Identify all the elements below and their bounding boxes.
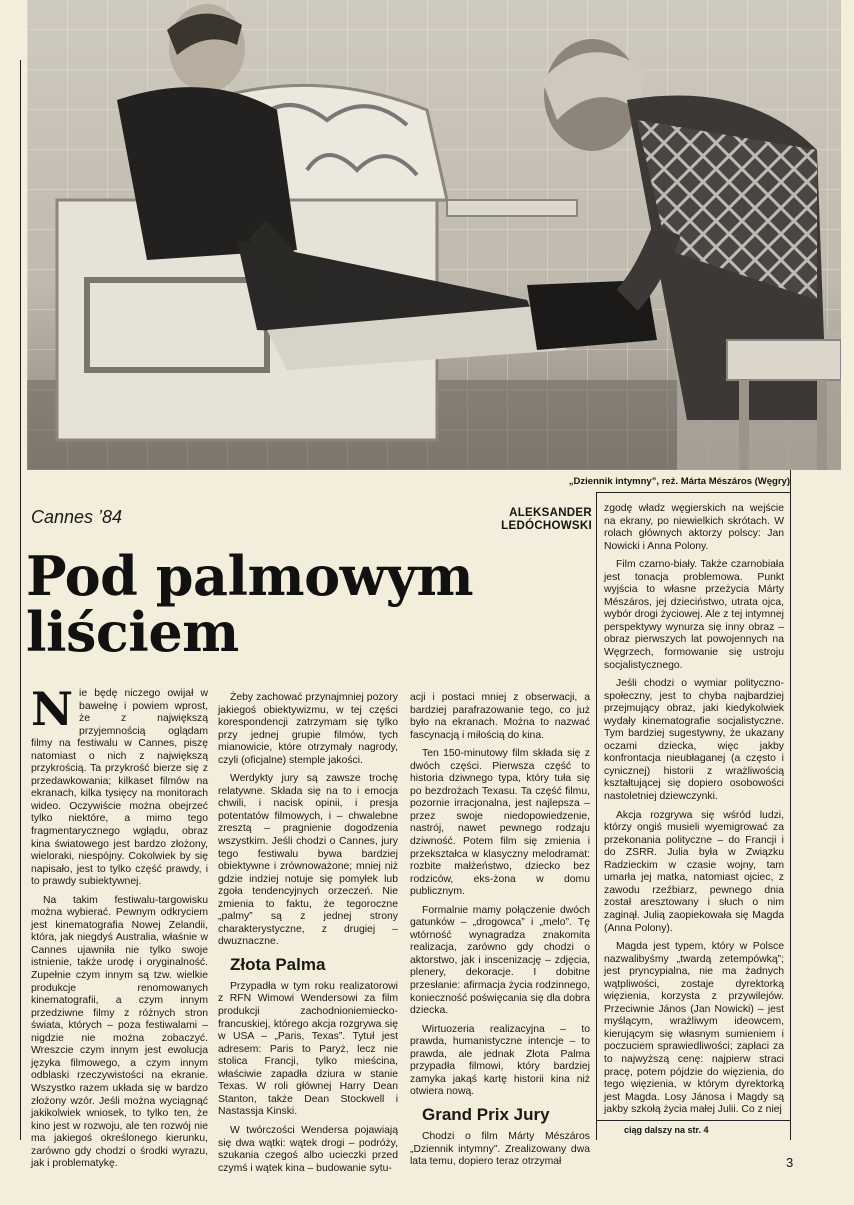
subheading-grand-prix-jury: Grand Prix Jury xyxy=(422,1104,550,1124)
subheading-zlota-palma: Złota Palma xyxy=(230,954,326,974)
author-last-name: LEDÓCHOWSKI xyxy=(501,520,592,532)
continued-notice: ciąg dalszy na str. 4 xyxy=(624,1125,709,1135)
paragraph: Ten 150-minutowy film składa się z dwóch części. Pierwsza część to historia dziwnego typa, który tuła się po bezdrożach Texasu. Ta część filmu, pozornie irracjonalna, jest najlepsza – przez swoje niedopowiedzenie, nastrój, nawet pewnego rodzaju dziwność. Potem film się zmienia i przekształca w klasyczny melodramat: rozbite małżeństwo, dziecko bez rodziców, eks-żona w domu publicznym. xyxy=(410,748,590,898)
author-byline xyxy=(450,507,592,533)
photo-illustration xyxy=(27,0,841,470)
paragraph: Przypadła w tym roku realizatorowi z RFN Wimowi Wendersowi za film produkcji zachodnioniemiecko-francuskiej, którego akcja rozgrywa się w USA – „Paris, Texas”. Tytuł jest adresem: Paris to Paryż, lecz nie stolica Francji, tylko mieścina, właściwie zapadła dziura w stanie Texas. W roli głównej Harry Dean Stanton, także Dean Stockwell i Nastassja Kinski. xyxy=(218,980,398,1118)
continued-rule xyxy=(596,1120,791,1121)
paragraph: Werdykty jury są zawsze trochę relatywne. Składa się na to i emocja chwili, i nacisk opinii, i presja potentatów filmowych, i – chwalebne zresztą – pragnienie dogodzenia wszystkim. Jeśli chodzi o Cannes, jury tego festiwalu bywa bardziej obiektywne i zrównoważone; mniej niż gdzie indziej notuje się pomyłek lub zgoła tendencyjnych orzeczeń. Nie zmienia to faktu, że tegoroczne „palmy” są z jednej strony charakterystyczne, z drugiej – dwuznaczne. xyxy=(218,773,398,948)
right-column-rule xyxy=(596,492,597,1140)
paragraph: Chodzi o film Márty Mészáros „Dziennik intymny”. Zrealizowany dwa lata temu, dopiero teraz otrzymał xyxy=(410,1130,590,1168)
photo-caption: „Dziennik intymny”, reż. Márta Mészáros (Węgry) xyxy=(568,476,790,487)
section-kicker: Cannes ’84 xyxy=(31,507,123,527)
headline-line-2: liściem xyxy=(26,600,239,664)
paragraph: Wirtuozeria realizacyjna – to prawda, humanistyczne intencje – to prawda, ale jednak Złota Palma przypadła filmowi, który bardziej zamyka jakąś kartę historii kina niż otwiera nową. xyxy=(410,1023,590,1098)
headline-line-1: Pod palmowym xyxy=(26,544,474,608)
paragraph: acji i postaci mniej z obserwacji, a bardziej parafrazowanie tego, co już było na ekranach. Można to nazwać fascynacją i miłością do kina. xyxy=(410,692,590,741)
outer-right-rule xyxy=(790,470,791,1140)
left-margin-rule xyxy=(20,60,21,1140)
film-still-photo xyxy=(27,0,841,470)
text-column-1 xyxy=(31,682,208,1171)
caption-rule xyxy=(596,492,791,493)
drop-cap: N xyxy=(31,682,74,736)
paragraph: Formalnie mamy połączenie dwóch gatunków – „drogowca” i „melo”. Tę wtórność wynagradza znakomita realizacja, zarówno gdy chodzi o aktorstwo, jak i inscenizację – zdjęcia, plenery, dekoracje. I dobitne przesłanie: afirmacja życia rodzinnego, konieczność poświęcania się dla dobra dziecka. xyxy=(410,904,590,1017)
paragraph: Żeby zachować przynajmniej pozory jakiegoś obiektywizmu, w tej części korespondencji zatrzymam się tylko przy jednej grupie filmów, tych mianowicie, które otrzymały nagrody, czyli (oficjalne) stemple jakości. xyxy=(218,692,398,766)
paragraph: zgodę władz węgierskich na wejście na ekrany, po niewielkich skrótach. W rolach głównych aktorzy polscy: Jan Nowicki i Anna Polony. xyxy=(604,503,784,552)
paragraph: Film czarno-biały. Także czarnobiała jest tonacja problemowa. Punkt wyjścia to własne przeżycia Márty Mészáros, jej dzieciństwo, utrata ojca, wybór drogi życiowej. Ale z tej intymnej perspektywy wynurza się inny obraz – obraz pierwszych lat powojennych na Węgrzech, formowanie się ustroju socjalistycznego. xyxy=(604,559,784,671)
text-column-2 xyxy=(218,692,398,1175)
lead-text: ie będę niczego owijał w bawełnę i powiem wprost, że z największą przyjemnością oglądam filmy na festiwalu w Cannes, piszę natomiast o nich z największą przykrością. Ta przykrość bierze się z przedawkowania; kilkaset filmów na ekranach, kilka tysięcy na monitorach wideo. Oczywiście można obejrzeć tylko niektóre, a mimo tego fragmentarycznego wglądu, obraz kina światowego jest bardzo złożony, wieloraki, niespójny. Cokolwiek by się napisało, jest to tylko część prawdy, i to prawdy subiektywnej. xyxy=(31,688,208,888)
paragraph: Na takim festiwalu-targowisku można wybierać. Pewnym odkryciem jest kinematografia Nowej Zelandii, która, jak niegdyś Australia, właśnie w Cannes ujawniła nie tylko swoje istnienie, także urodę i oryginalność. Zupełnie czym innym są tzw. wielkie produkcje renomowanych kinematografii, a czym innym przedziwne filmy z różnych stron świata, których – poza festiwalami – nigdzie nie można zobaczyć. Wreszcie czym innym jest ewolucja języka filmowego, a czym innym odblaski rzeczywistości na ekranie. Wszystko razem układa się w bardzo złożony wzór. Jeśli można wyciągnąć jakikolwiek wniosek, to tylko ten, że kino jest w rozwoju, ale ten rozwój nie ma jakiegoś określonego kierunku, zarówno gdy chodzi o środki wyrazu, jak i problematykę. xyxy=(31,894,208,1170)
lead-paragraph xyxy=(31,682,208,889)
author-first-name: ALEKSANDER xyxy=(509,507,592,519)
text-column-4 xyxy=(604,503,784,1117)
paragraph: W twórczości Wendersa pojawiają się dwa wątki: wątek drogi – podróży, szukania czegoś albo ucieczki przed czymś i wątek kina – budowanie sytu- xyxy=(218,1124,398,1174)
article-headline xyxy=(26,544,566,664)
text-column-3 xyxy=(410,692,590,1169)
paragraph: Jeśli chodzi o wymiar polityczno-społeczny, jest to chyba najbardziej przejmujący obraz, jaki kiedykolwiek wydały kinematografie socjalistyczne. Tym bardziej sugestywny, że ukazany oczami dziecka, więc jakby konfrontacja nieubłaganej (a często i cynicznej) historii z wrażliwością kształtującej się dopiero osobowości nastoletniej dziewczynki. xyxy=(604,678,784,803)
paragraph: Akcja rozgrywa się wśród ludzi, którzy ongiś musieli wyemigrować za przekonania polityczne – do Francji i do ZSRR. Julia była w Związku Radzieckim w czasie wojny, tam umarła jej matka, natomiast ojciec, z zawodu rzeźbiarz, pewnego dnia został aresztowany i słuch o nim zaginął. Julią zaopiekowała się Magda (Anna Polony). xyxy=(604,809,784,934)
paragraph: Magda jest typem, który w Polsce nazwalibyśmy „twardą zetempówką”; jest pryncypialna, nie ma żadnych wątpliwości, zostaje dyrektorką więzienia, korzysta z przywilejów. Przeciwnie János (Jan Nowicki) – jest myślącym, wrażliwym ideowcem, kierującym się własnym sumieniem i poczuciem sprawiedliwości; zapłaci za to najwyższą cenę: najpierw straci pracę, potem pójdzie do więzienia, do tego więzienia, w którym dyrektorką jest Magda. Losy Jánosa i Magdy są jakby szkołą życia małej Julii. Co z niej xyxy=(604,941,784,1116)
page-number: 3 xyxy=(786,1155,794,1170)
